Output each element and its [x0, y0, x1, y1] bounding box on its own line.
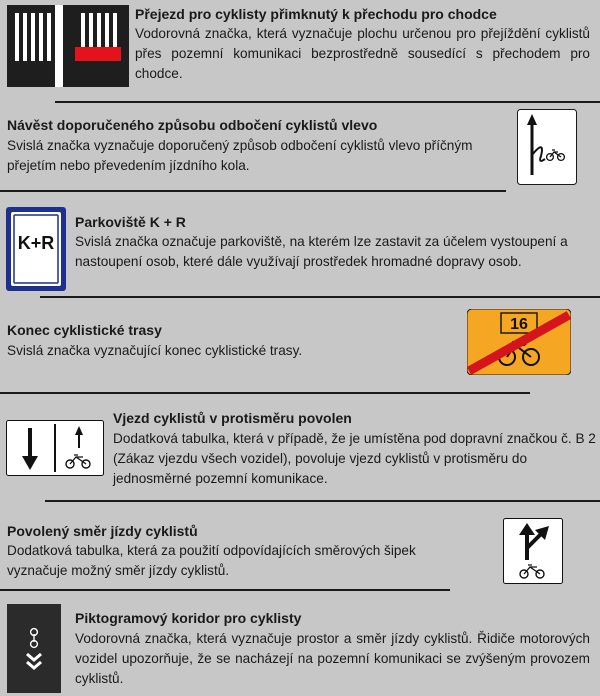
section-description: Svislá značka vyznačuje doporučený způsob odbočení cyklistů vlevo příčným přejetím nebo převedením jízdního kola. — [7, 138, 473, 173]
divider — [0, 589, 450, 591]
section-title: Piktogramový koridor pro cyklisty — [75, 610, 302, 626]
section-title: Povolený směr jízdy cyklistů — [7, 523, 198, 539]
section-description: Svislá značka označuje parkoviště, na kterém lze zastavit za účelem vystoupení a nastoupení osob, které dále využívají prostředek hromadné dopravy osob. — [75, 234, 568, 269]
section-title: Návěst doporučeného způsobu odbočení cyklistů vlevo — [7, 117, 378, 133]
section-description: Dodatková tabulka, která za použití odpovídajících směrových šipek vyznačuje možný směr jízdy cyklistů. — [7, 543, 416, 578]
crossing-marking-icon — [7, 5, 129, 87]
section-title: Vjezd cyklistů v protisměru povolen — [113, 410, 352, 426]
contraflow-plate-icon — [6, 420, 104, 476]
section-title: Konec cyklistické trasy — [7, 322, 162, 338]
kr-sign-text: K+R — [17, 233, 55, 253]
left-turn-sign-icon — [517, 109, 577, 185]
section-title: Přejezd pro cyklisty přimknutý k přechodu pro chodce — [135, 6, 497, 22]
bike-corridor-icon — [7, 604, 61, 693]
section-description: Vodorovná značka, která vyznačuje prostor a směr jízdy cyklistů. Řidiče motorových vozidel upozorňuje, že se nacházejí na pozemní komunikaci se zvýšeným provozem cyklistů. — [75, 631, 590, 686]
divider — [0, 190, 506, 192]
direction-plate-icon — [503, 518, 563, 584]
divider — [40, 296, 600, 298]
section-title: Parkoviště K + R — [75, 214, 186, 230]
section-description: Dodatková tabulka, která v případě, že je umístěna pod dopravní značkou č. B 2 (Zákaz vjezdu všech vozidel), povoluje vjezd cyklistů v protisměru do jednosměrné pozemní komunikace. — [113, 431, 596, 486]
section-description: Vodorovná značka, která vyznačuje plochu určenou pro přejíždění cyklistů přes pozemní komunikaci bezprostředně sousedící s přechodem pro chodce. — [135, 26, 590, 81]
divider — [55, 101, 600, 103]
divider — [0, 392, 530, 394]
divider — [45, 500, 600, 502]
trail-number: 16 — [510, 316, 528, 333]
section-description: Svislá značka vyznačující konec cyklistické trasy. — [7, 343, 303, 358]
trail-end-sign-icon — [467, 309, 571, 375]
kr-parking-sign-icon — [6, 207, 66, 291]
